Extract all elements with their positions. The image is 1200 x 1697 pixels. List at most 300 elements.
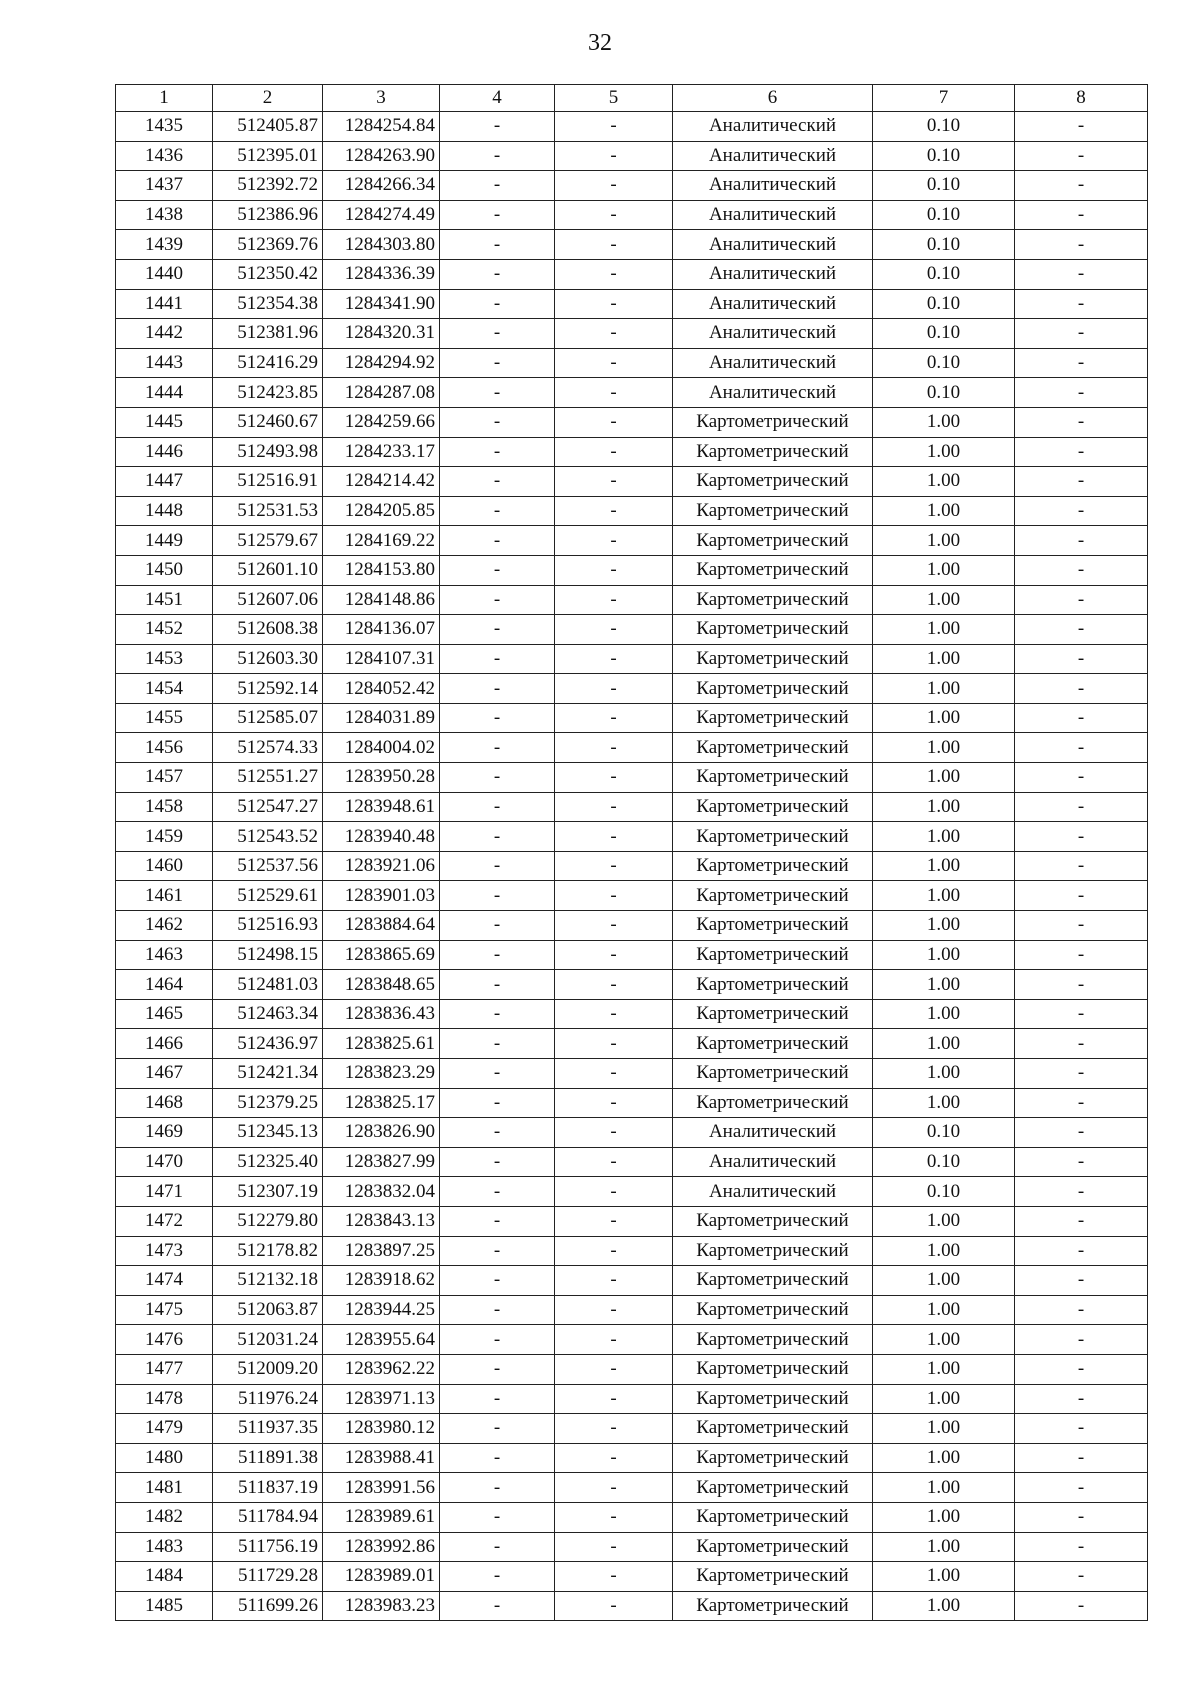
method-cell: Картометрический <box>673 467 873 497</box>
table-row <box>116 1236 1148 1266</box>
accuracy-cell: 1.00 <box>873 496 1015 526</box>
x-coordinate-cell: 512498.15 <box>213 940 323 970</box>
col8-value-cell: - <box>1015 1266 1148 1296</box>
x-coordinate-cell: 512405.87 <box>213 112 323 142</box>
point-number-cell: 1478 <box>116 1384 213 1414</box>
col4-value-cell: - <box>440 1532 555 1562</box>
x-coordinate-cell: 512386.96 <box>213 200 323 230</box>
point-number-cell: 1448 <box>116 496 213 526</box>
col5-value-cell: - <box>555 970 673 1000</box>
col4-value-cell: - <box>440 437 555 467</box>
point-number-cell: 1436 <box>116 141 213 171</box>
x-coordinate-cell: 512537.56 <box>213 851 323 881</box>
table-row <box>116 970 1148 1000</box>
col4-value-cell: - <box>440 200 555 230</box>
col5-value-cell: - <box>555 1177 673 1207</box>
table-row <box>116 1118 1148 1148</box>
method-cell: Картометрический <box>673 1591 873 1621</box>
table-row <box>116 496 1148 526</box>
col8-value-cell: - <box>1015 674 1148 704</box>
y-coordinate-cell: 1283955.64 <box>323 1325 440 1355</box>
table-row <box>116 1562 1148 1592</box>
table-row <box>116 763 1148 793</box>
col5-value-cell: - <box>555 407 673 437</box>
col4-value-cell: - <box>440 703 555 733</box>
col5-value-cell: - <box>555 940 673 970</box>
col8-value-cell: - <box>1015 615 1148 645</box>
col5-value-cell: - <box>555 378 673 408</box>
col4-value-cell: - <box>440 1266 555 1296</box>
y-coordinate-cell: 1284031.89 <box>323 703 440 733</box>
y-coordinate-cell: 1283897.25 <box>323 1236 440 1266</box>
point-number-cell: 1456 <box>116 733 213 763</box>
table-row <box>116 319 1148 349</box>
col4-value-cell: - <box>440 911 555 941</box>
accuracy-cell: 0.10 <box>873 259 1015 289</box>
point-number-cell: 1469 <box>116 1118 213 1148</box>
col8-value-cell: - <box>1015 1206 1148 1236</box>
col8-value-cell: - <box>1015 496 1148 526</box>
accuracy-cell: 0.10 <box>873 1177 1015 1207</box>
x-coordinate-cell: 511784.94 <box>213 1502 323 1532</box>
col5-value-cell: - <box>555 792 673 822</box>
method-cell: Картометрический <box>673 1502 873 1532</box>
col5-value-cell: - <box>555 674 673 704</box>
y-coordinate-cell: 1283865.69 <box>323 940 440 970</box>
col4-value-cell: - <box>440 851 555 881</box>
col8-value-cell: - <box>1015 1443 1148 1473</box>
col5-value-cell: - <box>555 703 673 733</box>
point-number-cell: 1480 <box>116 1443 213 1473</box>
y-coordinate-cell: 1284205.85 <box>323 496 440 526</box>
accuracy-cell: 1.00 <box>873 1443 1015 1473</box>
col4-value-cell: - <box>440 1177 555 1207</box>
x-coordinate-cell: 512031.24 <box>213 1325 323 1355</box>
y-coordinate-cell: 1283832.04 <box>323 1177 440 1207</box>
y-coordinate-cell: 1283948.61 <box>323 792 440 822</box>
method-cell: Картометрический <box>673 1354 873 1384</box>
col5-value-cell: - <box>555 644 673 674</box>
y-coordinate-cell: 1283836.43 <box>323 999 440 1029</box>
method-cell: Аналитический <box>673 378 873 408</box>
method-cell: Картометрический <box>673 1206 873 1236</box>
method-cell: Картометрический <box>673 792 873 822</box>
y-coordinate-cell: 1283825.61 <box>323 1029 440 1059</box>
column-header-4: 4 <box>440 85 555 112</box>
method-cell: Аналитический <box>673 1118 873 1148</box>
col8-value-cell: - <box>1015 348 1148 378</box>
accuracy-cell: 0.10 <box>873 348 1015 378</box>
col4-value-cell: - <box>440 881 555 911</box>
point-number-cell: 1464 <box>116 970 213 1000</box>
table-row <box>116 999 1148 1029</box>
point-number-cell: 1463 <box>116 940 213 970</box>
point-number-cell: 1479 <box>116 1414 213 1444</box>
point-number-cell: 1471 <box>116 1177 213 1207</box>
col8-value-cell: - <box>1015 141 1148 171</box>
method-cell: Картометрический <box>673 881 873 911</box>
method-cell: Картометрический <box>673 1473 873 1503</box>
col4-value-cell: - <box>440 1562 555 1592</box>
y-coordinate-cell: 1284153.80 <box>323 555 440 585</box>
table-row <box>116 1414 1148 1444</box>
table-body <box>116 112 1148 1621</box>
col5-value-cell: - <box>555 822 673 852</box>
x-coordinate-cell: 511837.19 <box>213 1473 323 1503</box>
point-number-cell: 1481 <box>116 1473 213 1503</box>
x-coordinate-cell: 512416.29 <box>213 348 323 378</box>
point-number-cell: 1444 <box>116 378 213 408</box>
col4-value-cell: - <box>440 496 555 526</box>
col5-value-cell: - <box>555 1354 673 1384</box>
y-coordinate-cell: 1284004.02 <box>323 733 440 763</box>
col5-value-cell: - <box>555 200 673 230</box>
table-row <box>116 1147 1148 1177</box>
accuracy-cell: 1.00 <box>873 940 1015 970</box>
col8-value-cell: - <box>1015 999 1148 1029</box>
accuracy-cell: 1.00 <box>873 1325 1015 1355</box>
table-row <box>116 1532 1148 1562</box>
accuracy-cell: 1.00 <box>873 703 1015 733</box>
accuracy-cell: 1.00 <box>873 1206 1015 1236</box>
table-row <box>116 1443 1148 1473</box>
y-coordinate-cell: 1283823.29 <box>323 1059 440 1089</box>
col4-value-cell: - <box>440 792 555 822</box>
accuracy-cell: 1.00 <box>873 1354 1015 1384</box>
col4-value-cell: - <box>440 1088 555 1118</box>
col4-value-cell: - <box>440 407 555 437</box>
col4-value-cell: - <box>440 378 555 408</box>
accuracy-cell: 1.00 <box>873 1384 1015 1414</box>
method-cell: Картометрический <box>673 555 873 585</box>
accuracy-cell: 1.00 <box>873 792 1015 822</box>
x-coordinate-cell: 512009.20 <box>213 1354 323 1384</box>
col4-value-cell: - <box>440 112 555 142</box>
col8-value-cell: - <box>1015 1295 1148 1325</box>
point-number-cell: 1465 <box>116 999 213 1029</box>
col8-value-cell: - <box>1015 259 1148 289</box>
table-row <box>116 1295 1148 1325</box>
y-coordinate-cell: 1283962.22 <box>323 1354 440 1384</box>
x-coordinate-cell: 512481.03 <box>213 970 323 1000</box>
table-row <box>116 881 1148 911</box>
accuracy-cell: 1.00 <box>873 1591 1015 1621</box>
method-cell: Картометрический <box>673 999 873 1029</box>
x-coordinate-cell: 512531.53 <box>213 496 323 526</box>
accuracy-cell: 0.10 <box>873 378 1015 408</box>
x-coordinate-cell: 512551.27 <box>213 763 323 793</box>
point-number-cell: 1438 <box>116 200 213 230</box>
col4-value-cell: - <box>440 319 555 349</box>
col5-value-cell: - <box>555 437 673 467</box>
accuracy-cell: 0.10 <box>873 230 1015 260</box>
col8-value-cell: - <box>1015 1532 1148 1562</box>
col4-value-cell: - <box>440 1236 555 1266</box>
accuracy-cell: 1.00 <box>873 467 1015 497</box>
y-coordinate-cell: 1284303.80 <box>323 230 440 260</box>
accuracy-cell: 0.10 <box>873 1118 1015 1148</box>
x-coordinate-cell: 512279.80 <box>213 1206 323 1236</box>
y-coordinate-cell: 1283950.28 <box>323 763 440 793</box>
x-coordinate-cell: 512463.34 <box>213 999 323 1029</box>
method-cell: Аналитический <box>673 1177 873 1207</box>
col8-value-cell: - <box>1015 437 1148 467</box>
y-coordinate-cell: 1283827.99 <box>323 1147 440 1177</box>
table-row <box>116 1354 1148 1384</box>
accuracy-cell: 1.00 <box>873 615 1015 645</box>
method-cell: Картометрический <box>673 674 873 704</box>
table-row <box>116 289 1148 319</box>
y-coordinate-cell: 1283992.86 <box>323 1532 440 1562</box>
col5-value-cell: - <box>555 259 673 289</box>
y-coordinate-cell: 1283940.48 <box>323 822 440 852</box>
col8-value-cell: - <box>1015 1236 1148 1266</box>
col4-value-cell: - <box>440 644 555 674</box>
col8-value-cell: - <box>1015 319 1148 349</box>
y-coordinate-cell: 1283944.25 <box>323 1295 440 1325</box>
col4-value-cell: - <box>440 141 555 171</box>
y-coordinate-cell: 1283825.17 <box>323 1088 440 1118</box>
x-coordinate-cell: 512307.19 <box>213 1177 323 1207</box>
col8-value-cell: - <box>1015 792 1148 822</box>
point-number-cell: 1476 <box>116 1325 213 1355</box>
col4-value-cell: - <box>440 1029 555 1059</box>
method-cell: Аналитический <box>673 319 873 349</box>
accuracy-cell: 1.00 <box>873 1562 1015 1592</box>
col4-value-cell: - <box>440 1325 555 1355</box>
accuracy-cell: 1.00 <box>873 822 1015 852</box>
table-row <box>116 1266 1148 1296</box>
method-cell: Картометрический <box>673 1236 873 1266</box>
table-row <box>116 822 1148 852</box>
col5-value-cell: - <box>555 881 673 911</box>
table-row <box>116 526 1148 556</box>
method-cell: Аналитический <box>673 141 873 171</box>
col5-value-cell: - <box>555 230 673 260</box>
method-cell: Картометрический <box>673 1414 873 1444</box>
col8-value-cell: - <box>1015 881 1148 911</box>
method-cell: Картометрический <box>673 1562 873 1592</box>
method-cell: Аналитический <box>673 348 873 378</box>
method-cell: Картометрический <box>673 496 873 526</box>
table-row <box>116 851 1148 881</box>
col8-value-cell: - <box>1015 407 1148 437</box>
table-row <box>116 1059 1148 1089</box>
accuracy-cell: 1.00 <box>873 437 1015 467</box>
x-coordinate-cell: 512460.67 <box>213 407 323 437</box>
col5-value-cell: - <box>555 1295 673 1325</box>
accuracy-cell: 1.00 <box>873 1059 1015 1089</box>
col5-value-cell: - <box>555 1414 673 1444</box>
y-coordinate-cell: 1283989.01 <box>323 1562 440 1592</box>
point-number-cell: 1474 <box>116 1266 213 1296</box>
y-coordinate-cell: 1283826.90 <box>323 1118 440 1148</box>
x-coordinate-cell: 512493.98 <box>213 437 323 467</box>
accuracy-cell: 1.00 <box>873 1266 1015 1296</box>
method-cell: Картометрический <box>673 1443 873 1473</box>
point-number-cell: 1462 <box>116 911 213 941</box>
x-coordinate-cell: 512436.97 <box>213 1029 323 1059</box>
col8-value-cell: - <box>1015 526 1148 556</box>
col5-value-cell: - <box>555 112 673 142</box>
col8-value-cell: - <box>1015 555 1148 585</box>
method-cell: Картометрический <box>673 526 873 556</box>
accuracy-cell: 1.00 <box>873 970 1015 1000</box>
method-cell: Картометрический <box>673 822 873 852</box>
x-coordinate-cell: 512350.42 <box>213 259 323 289</box>
point-number-cell: 1435 <box>116 112 213 142</box>
method-cell: Аналитический <box>673 200 873 230</box>
y-coordinate-cell: 1284136.07 <box>323 615 440 645</box>
x-coordinate-cell: 512607.06 <box>213 585 323 615</box>
col4-value-cell: - <box>440 822 555 852</box>
x-coordinate-cell: 512592.14 <box>213 674 323 704</box>
col4-value-cell: - <box>440 1059 555 1089</box>
method-cell: Картометрический <box>673 585 873 615</box>
col5-value-cell: - <box>555 467 673 497</box>
col5-value-cell: - <box>555 1147 673 1177</box>
y-coordinate-cell: 1284294.92 <box>323 348 440 378</box>
col8-value-cell: - <box>1015 1591 1148 1621</box>
table-row <box>116 1088 1148 1118</box>
col8-value-cell: - <box>1015 585 1148 615</box>
x-coordinate-cell: 512354.38 <box>213 289 323 319</box>
point-number-cell: 1441 <box>116 289 213 319</box>
table-row <box>116 792 1148 822</box>
coordinates-table <box>115 84 1148 1621</box>
method-cell: Картометрический <box>673 1266 873 1296</box>
method-cell: Картометрический <box>673 733 873 763</box>
col8-value-cell: - <box>1015 703 1148 733</box>
point-number-cell: 1451 <box>116 585 213 615</box>
col5-value-cell: - <box>555 319 673 349</box>
accuracy-cell: 1.00 <box>873 763 1015 793</box>
method-cell: Картометрический <box>673 1088 873 1118</box>
col8-value-cell: - <box>1015 1147 1148 1177</box>
method-cell: Картометрический <box>673 437 873 467</box>
col5-value-cell: - <box>555 1443 673 1473</box>
col8-value-cell: - <box>1015 644 1148 674</box>
point-number-cell: 1458 <box>116 792 213 822</box>
table-row <box>116 615 1148 645</box>
table-row <box>116 1177 1148 1207</box>
x-coordinate-cell: 512603.30 <box>213 644 323 674</box>
table-row <box>116 348 1148 378</box>
y-coordinate-cell: 1283988.41 <box>323 1443 440 1473</box>
table-row <box>116 407 1148 437</box>
accuracy-cell: 1.00 <box>873 1029 1015 1059</box>
col5-value-cell: - <box>555 1059 673 1089</box>
col5-value-cell: - <box>555 1118 673 1148</box>
table-row <box>116 1591 1148 1621</box>
method-cell: Картометрический <box>673 970 873 1000</box>
y-coordinate-cell: 1284336.39 <box>323 259 440 289</box>
method-cell: Аналитический <box>673 112 873 142</box>
table-row <box>116 1029 1148 1059</box>
y-coordinate-cell: 1284287.08 <box>323 378 440 408</box>
col5-value-cell: - <box>555 763 673 793</box>
table-row <box>116 171 1148 201</box>
col4-value-cell: - <box>440 970 555 1000</box>
accuracy-cell: 1.00 <box>873 585 1015 615</box>
y-coordinate-cell: 1284320.31 <box>323 319 440 349</box>
accuracy-cell: 0.10 <box>873 200 1015 230</box>
accuracy-cell: 1.00 <box>873 674 1015 704</box>
x-coordinate-cell: 512547.27 <box>213 792 323 822</box>
col8-value-cell: - <box>1015 940 1148 970</box>
col4-value-cell: - <box>440 999 555 1029</box>
header-row <box>116 85 1148 112</box>
point-number-cell: 1439 <box>116 230 213 260</box>
col8-value-cell: - <box>1015 1354 1148 1384</box>
col5-value-cell: - <box>555 555 673 585</box>
point-number-cell: 1446 <box>116 437 213 467</box>
accuracy-cell: 1.00 <box>873 881 1015 911</box>
method-cell: Картометрический <box>673 407 873 437</box>
x-coordinate-cell: 512529.61 <box>213 881 323 911</box>
point-number-cell: 1472 <box>116 1206 213 1236</box>
y-coordinate-cell: 1283991.56 <box>323 1473 440 1503</box>
accuracy-cell: 0.10 <box>873 171 1015 201</box>
col4-value-cell: - <box>440 1414 555 1444</box>
accuracy-cell: 1.00 <box>873 1414 1015 1444</box>
column-header-3: 3 <box>323 85 440 112</box>
method-cell: Картометрический <box>673 940 873 970</box>
accuracy-cell: 0.10 <box>873 289 1015 319</box>
col5-value-cell: - <box>555 1502 673 1532</box>
col4-value-cell: - <box>440 763 555 793</box>
y-coordinate-cell: 1284233.17 <box>323 437 440 467</box>
method-cell: Картометрический <box>673 1532 873 1562</box>
col8-value-cell: - <box>1015 289 1148 319</box>
x-coordinate-cell: 511729.28 <box>213 1562 323 1592</box>
method-cell: Картометрический <box>673 911 873 941</box>
y-coordinate-cell: 1284274.49 <box>323 200 440 230</box>
x-coordinate-cell: 511891.38 <box>213 1443 323 1473</box>
accuracy-cell: 1.00 <box>873 1236 1015 1266</box>
column-header-1: 1 <box>116 85 213 112</box>
y-coordinate-cell: 1283918.62 <box>323 1266 440 1296</box>
col8-value-cell: - <box>1015 1177 1148 1207</box>
accuracy-cell: 1.00 <box>873 851 1015 881</box>
point-number-cell: 1483 <box>116 1532 213 1562</box>
column-header-6: 6 <box>673 85 873 112</box>
method-cell: Аналитический <box>673 171 873 201</box>
x-coordinate-cell: 512392.72 <box>213 171 323 201</box>
col4-value-cell: - <box>440 1384 555 1414</box>
accuracy-cell: 1.00 <box>873 911 1015 941</box>
col8-value-cell: - <box>1015 171 1148 201</box>
table-row <box>116 1502 1148 1532</box>
accuracy-cell: 1.00 <box>873 1295 1015 1325</box>
x-coordinate-cell: 511937.35 <box>213 1414 323 1444</box>
col4-value-cell: - <box>440 733 555 763</box>
method-cell: Картометрический <box>673 763 873 793</box>
table-row <box>116 911 1148 941</box>
point-number-cell: 1466 <box>116 1029 213 1059</box>
col5-value-cell: - <box>555 1325 673 1355</box>
col5-value-cell: - <box>555 1562 673 1592</box>
table-row <box>116 259 1148 289</box>
col4-value-cell: - <box>440 289 555 319</box>
col5-value-cell: - <box>555 851 673 881</box>
table-row <box>116 467 1148 497</box>
table-row <box>116 1473 1148 1503</box>
accuracy-cell: 1.00 <box>873 1473 1015 1503</box>
col4-value-cell: - <box>440 1118 555 1148</box>
point-number-cell: 1468 <box>116 1088 213 1118</box>
col5-value-cell: - <box>555 999 673 1029</box>
